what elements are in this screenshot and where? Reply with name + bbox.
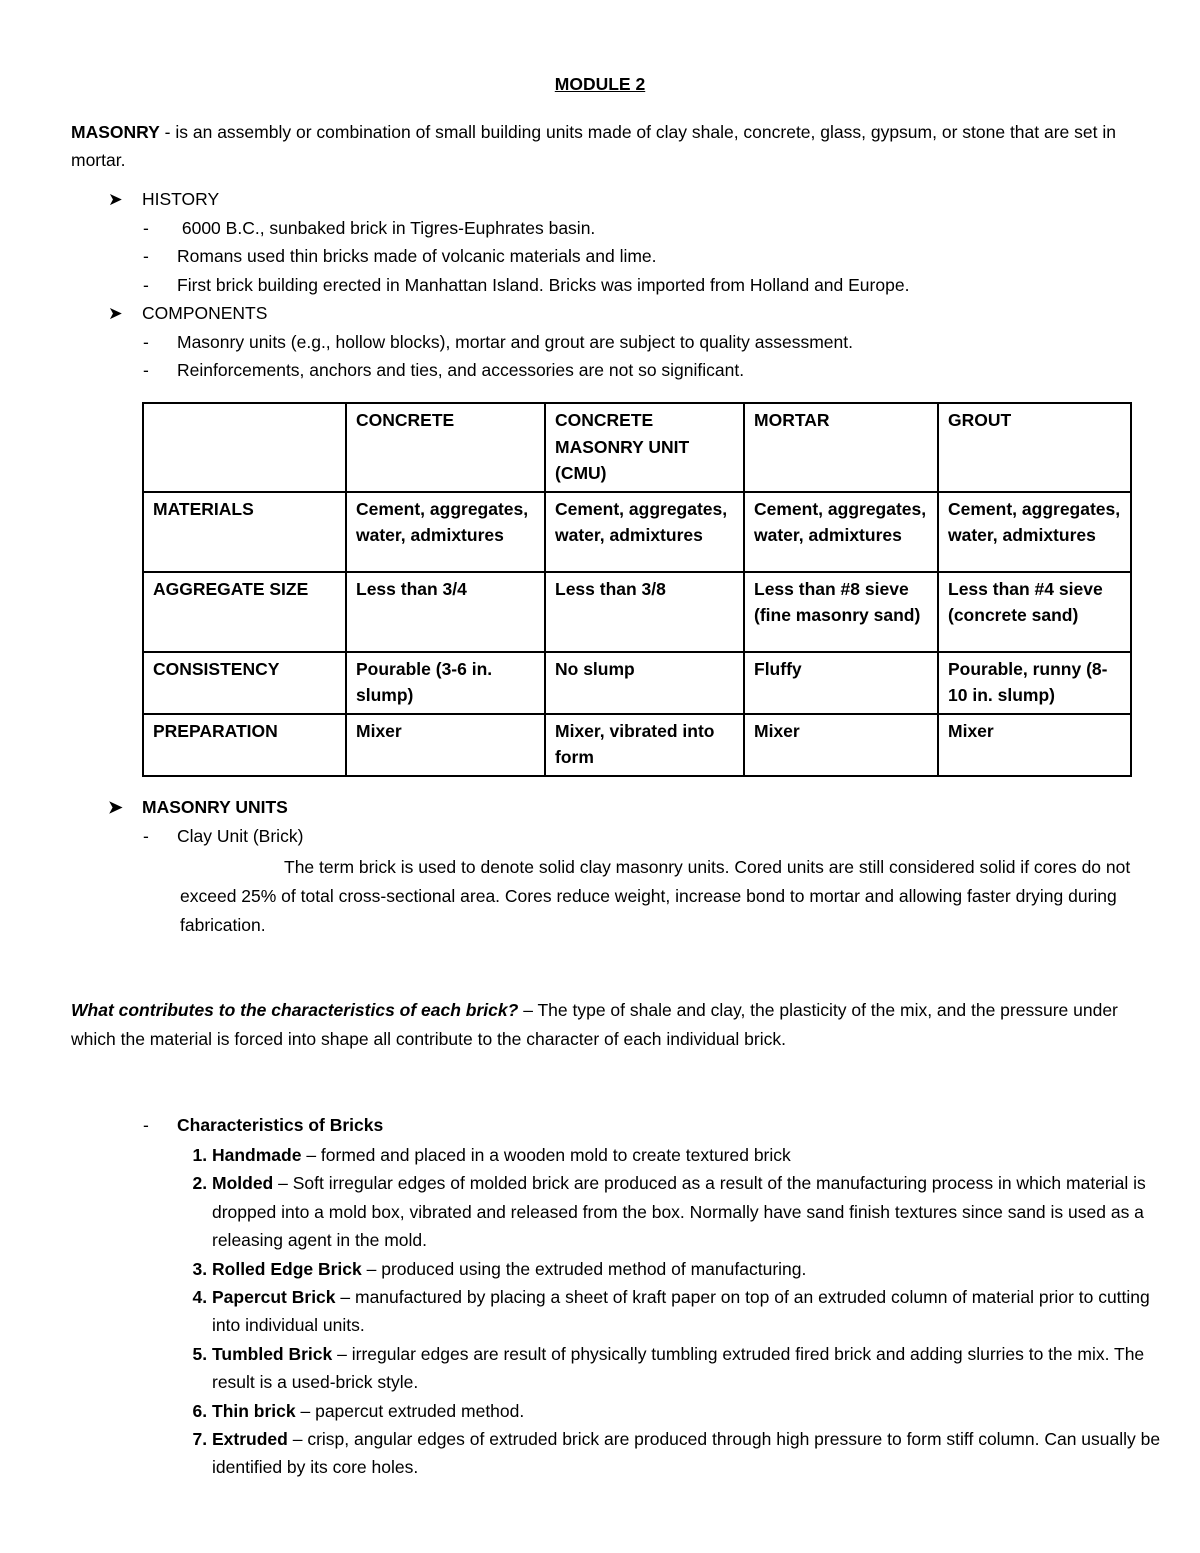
list-item <box>212 1425 1172 1482</box>
table-row <box>143 652 1131 714</box>
history-item-text: Romans used thin bricks made of volcanic materials and lime. <box>177 246 657 266</box>
table-row-label: CONSISTENCY <box>143 652 346 714</box>
list-item <box>212 1397 1172 1425</box>
table-header-cell: CONCRETE <box>346 403 545 492</box>
list-item <box>212 1169 1172 1254</box>
brick-question <box>71 996 1131 1054</box>
dash-bullet: - <box>143 1115 149 1135</box>
table-header-row <box>143 403 1131 492</box>
masonry-units-sub-label: Clay Unit (Brick) <box>177 826 304 846</box>
item-desc: – crisp, angular edges of extruded brick are produced through high pressure to form stiff column. Can usually be identified by its core holes. <box>212 1429 1161 1478</box>
table-row-label: AGGREGATE SIZE <box>143 572 346 652</box>
masonry-units-heading <box>108 797 288 818</box>
comparison-table <box>142 402 1132 777</box>
table-cell: Fluffy <box>744 652 938 714</box>
table-cell: Mixer, vibrated into form <box>545 714 744 776</box>
answer-text: – The type of shale and clay, the plasticity of the mix, and the pressure under which the material is forced into shape all contribute to the character of each individual brick. <box>71 1000 1118 1049</box>
table-cell: Cement, aggregates, water, admixtures <box>545 492 744 572</box>
table-cell: Pourable (3-6 in. slump) <box>346 652 545 714</box>
dash-bullet: - <box>143 826 149 846</box>
item-term: Extruded <box>212 1429 288 1450</box>
item-term: Molded <box>212 1173 274 1194</box>
table-row <box>143 492 1131 572</box>
table-header-cell <box>143 403 346 492</box>
dash-bullet: - <box>143 332 149 352</box>
item-term: Tumbled Brick <box>212 1343 333 1364</box>
table-header-cell: GROUT <box>938 403 1131 492</box>
history-item <box>143 218 595 239</box>
item-term: Rolled Edge Brick <box>212 1258 362 1279</box>
table-cell: Cement, aggregates, water, admixtures <box>346 492 545 572</box>
dash-bullet: - <box>143 360 149 380</box>
table-cell: Mixer <box>938 714 1131 776</box>
components-item-text: Masonry units (e.g., hollow blocks), mortar and grout are subject to quality assessment. <box>177 332 853 352</box>
item-desc: – Soft irregular edges of molded brick are produced as a result of the manufacturing process in which material is dropped into a mold box, vibrated and released from the box. Normally have sand finish textures since sand is used as a releasing agent in the mold. <box>212 1173 1146 1251</box>
list-item <box>212 1283 1172 1340</box>
masonry-units-sub <box>143 826 303 847</box>
arrow-bullet-icon: ➤ <box>108 797 123 817</box>
dash-bullet: - <box>143 275 149 295</box>
table-row-label: MATERIALS <box>143 492 346 572</box>
table-row-label: PREPARATION <box>143 714 346 776</box>
characteristics-heading <box>143 1115 383 1136</box>
history-heading-label: HISTORY <box>142 189 220 209</box>
item-desc: – manufactured by placing a sheet of kraft paper on top of an extruded column of material prior to cutting into individual units. <box>212 1287 1150 1336</box>
table-cell: Less than #4 sieve (concrete sand) <box>938 572 1131 652</box>
table-cell: Less than 3/4 <box>346 572 545 652</box>
masonry-definition <box>71 118 1131 174</box>
item-term: Handmade <box>212 1145 302 1165</box>
item-desc: – irregular edges are result of physically tumbling extruded fired brick and adding slurries to the mix. The result is a used-brick style. <box>212 1343 1145 1393</box>
item-term: Papercut Brick <box>212 1287 336 1308</box>
components-item <box>143 360 744 381</box>
table-row <box>143 714 1131 776</box>
history-heading <box>108 189 219 210</box>
masonry-units-heading-label: MASONRY UNITS <box>142 797 288 817</box>
item-desc: – produced using the extruded method of manufacturing. <box>361 1258 807 1279</box>
item-desc: – papercut extruded method. <box>295 1400 525 1421</box>
list-item <box>212 1340 1172 1397</box>
page-title: MODULE 2 <box>554 74 646 94</box>
list-item <box>212 1141 1172 1169</box>
brick-paragraph: The term brick is used to denote solid clay masonry units. Cored units are still considered solid if cores do not exceed 25% of total cross-sectional area. Cores reduce weight, increase bond to mortar and allowing faster drying during fabrication. <box>180 857 1131 935</box>
item-term: Thin brick <box>212 1400 296 1421</box>
characteristics-heading-label: Characteristics of Bricks <box>177 1115 384 1135</box>
arrow-bullet-icon: ➤ <box>108 303 123 323</box>
table-header-cell: CONCRETE MASONRY UNIT (CMU) <box>545 403 744 492</box>
dash-bullet: - <box>143 246 149 266</box>
table-cell: Less than 3/8 <box>545 572 744 652</box>
history-item <box>143 275 909 296</box>
history-item-text: First brick building erected in Manhattan Island. Bricks was imported from Holland and Europe. <box>177 275 910 295</box>
table-cell: Less than #8 sieve (fine masonry sand) <box>744 572 938 652</box>
table-cell: Mixer <box>346 714 545 776</box>
dash-bullet: - <box>143 218 149 238</box>
item-desc: – formed and placed in a wooden mold to create textured brick <box>301 1145 791 1165</box>
characteristics-list <box>176 1141 1172 1482</box>
components-heading-label: COMPONENTS <box>142 303 268 323</box>
list-item <box>212 1255 1172 1283</box>
table-row <box>143 572 1131 652</box>
definition-term: MASONRY <box>71 122 160 142</box>
question-text: What contributes to the characteristics of each brick? <box>71 1000 519 1020</box>
components-heading <box>108 303 267 324</box>
table-cell: Mixer <box>744 714 938 776</box>
history-item-text: 6000 B.C., sunbaked brick in Tigres-Euphrates basin. <box>177 218 596 238</box>
definition-text: - is an assembly or combination of small building units made of clay shale, concrete, glass, gypsum, or stone that are set in mortar. <box>71 122 1116 170</box>
table-cell: Cement, aggregates, water, admixtures <box>938 492 1131 572</box>
table-cell: No slump <box>545 652 744 714</box>
components-item-text: Reinforcements, anchors and ties, and accessories are not so significant. <box>177 360 745 380</box>
history-item <box>143 246 657 267</box>
table-cell: Cement, aggregates, water, admixtures <box>744 492 938 572</box>
components-item <box>143 332 853 353</box>
table-cell: Pourable, runny (8-10 in. slump) <box>938 652 1131 714</box>
arrow-bullet-icon: ➤ <box>108 189 123 209</box>
table-header-cell: MORTAR <box>744 403 938 492</box>
